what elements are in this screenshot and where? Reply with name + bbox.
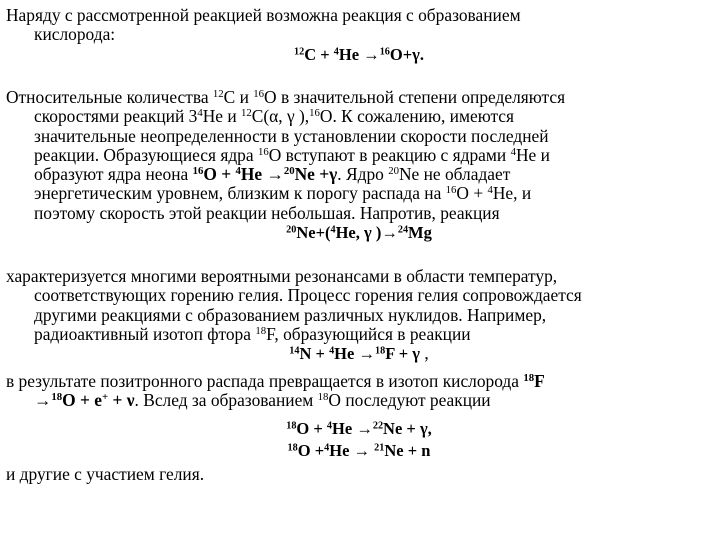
paragraph-helium-burning bbox=[6, 267, 712, 363]
text-line: Относительные количества $^{12}$C и $^{16}$O в значительной степени определяются bbox=[6, 87, 566, 107]
text-line: и другие с участием гелия. bbox=[6, 464, 205, 485]
text-line: другими реакциями с образованием различных нуклидов. Например, bbox=[34, 304, 547, 325]
text-line: в результате позитронного распада превращается в изотоп кислорода $^{18}$F bbox=[6, 371, 545, 391]
text-line: радиоактивный изотоп фтора $^{18}$F, образующийся в реакции bbox=[34, 323, 471, 344]
inline-equation-oxygen: →$^{18}$O + e+ + ν bbox=[34, 390, 135, 411]
text-line: характеризуется многими вероятными резонансами в области температур, bbox=[6, 266, 558, 286]
equation-neon-magnesium: $^{20}$Ne+($^4$He, γ )→$^{24}$Mg bbox=[286, 223, 432, 243]
equation-carbon-helium-oxygen: $^{12}$C + $^4$He →$^{16}$O+γ. bbox=[293, 44, 424, 64]
paragraph-intro bbox=[6, 6, 712, 64]
text-line: значительные неопределенности в установлении скорости последней bbox=[34, 125, 549, 146]
text-line: реакции. Образующиеся ядра $^{16}$O вступают в реакцию с ядрами $^4$He и bbox=[34, 144, 550, 165]
equation-oxygen-neon-22: $^{18}$O + $^4$He →$^{22}$Ne + γ, bbox=[286, 418, 432, 438]
text-line: поэтому скорость этой реакции небольшая. Напротив, реакция bbox=[34, 202, 500, 223]
text-line: образуют ядра неона $^{16}$O + $^4$He →$^{20}$Ne +γ. Ядро $^{20}$Ne не обладает bbox=[34, 164, 511, 185]
text-line: →$^{18}$O + e+ + ν. Вслед за образованием $^{18}$O последуют реакции bbox=[34, 390, 491, 411]
text-line: соответствующих горению гелия. Процесс горения гелия сопровождается bbox=[34, 285, 582, 306]
text-line: энергетическим уровнем, близким к порогу распада на $^{16}$O + $^4$He, и bbox=[34, 183, 532, 204]
paragraph-relative-amounts bbox=[6, 88, 712, 242]
equation-oxygen-neon-21: $^{18}$O +$^4$He → $^{21}$Ne + n bbox=[287, 440, 431, 460]
text-line: скоростями реакций $3^4He$ и $^{12}$C(α, γ ),$^{16}$O. К сожалению, имеются bbox=[34, 106, 514, 127]
inline-equation-neon: $^{16}$O + $^4$He →$^{20}$Ne +γ bbox=[192, 164, 338, 185]
paragraph-positron-decay bbox=[6, 372, 712, 484]
equation-nitrogen-fluorine: $^{14}$N + $^4$He →$^{18}$F + γ , bbox=[289, 343, 429, 364]
text-line: Наряду с рассмотренной реакцией возможна реакция с образованием bbox=[6, 5, 521, 25]
text-line: кислорода: bbox=[34, 24, 116, 45]
